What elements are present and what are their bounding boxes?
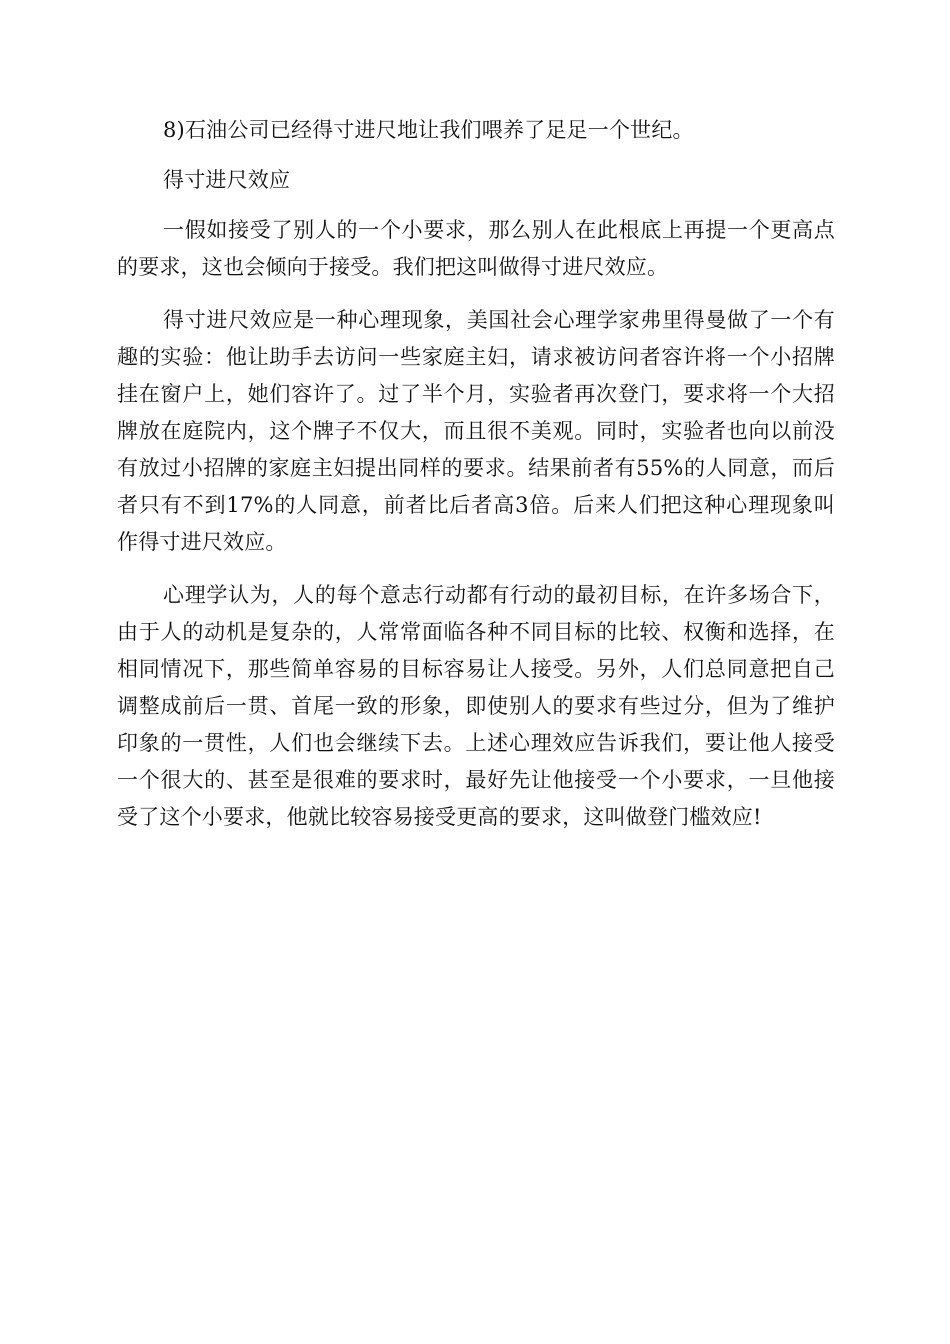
paragraph-list-item-8: 8)石油公司已经得寸进尺地让我们喂养了足足一个世纪。 — [163, 118, 694, 142]
document-body — [117, 112, 835, 836]
paragraph-definition: 一假如接受了别人的一个小要求，那么别人在此根底上再提一个更高点的要求，这也会倾向于接受。我们把这叫做得寸进尺效应。 — [117, 218, 835, 279]
paragraph-psychology: 心理学认为，人的每个意志行动都有行动的最初目标，在许多场合下，由于人的动机是复杂的，人常常面临各种不同目标的比较、权衡和选择，在相同情况下，那些简单容易的目标容易让人接受。另外，人们总同意把自己调整成前后一贯、首尾一致的形象，即使别人的要求有些过分，但为了维护印象的一贯性，人们也会继续下去。上述心理效应告诉我们，要让他人接受一个很大的、甚至是很难的要求时，最好先让他接受一个小要求，一旦他接受了这个小要求，他就比较容易接受更高的要求，这叫做登门槛效应! — [117, 583, 835, 829]
paragraph-experiment: 得寸进尺效应是一种心理现象，美国社会心理学家弗里得曼做了一个有趣的实验：他让助手去访问一些家庭主妇，请求被访问者容许将一个小招牌挂在窗户上，她们容许了。过了半个月，实验者再次登门，要求将一个大招牌放在庭院内，这个牌子不仅大，而且很不美观。同时，实验者也向以前没有放过小招牌的家庭主妇提出同样的要求。结果前者有55%的人同意，而后者只有不到17%的人同意，前者比后者高3倍。后来人们把这种心理现象叫作得寸进尺效应。 — [117, 308, 835, 554]
section-heading: 得寸进尺效应 — [163, 168, 291, 192]
